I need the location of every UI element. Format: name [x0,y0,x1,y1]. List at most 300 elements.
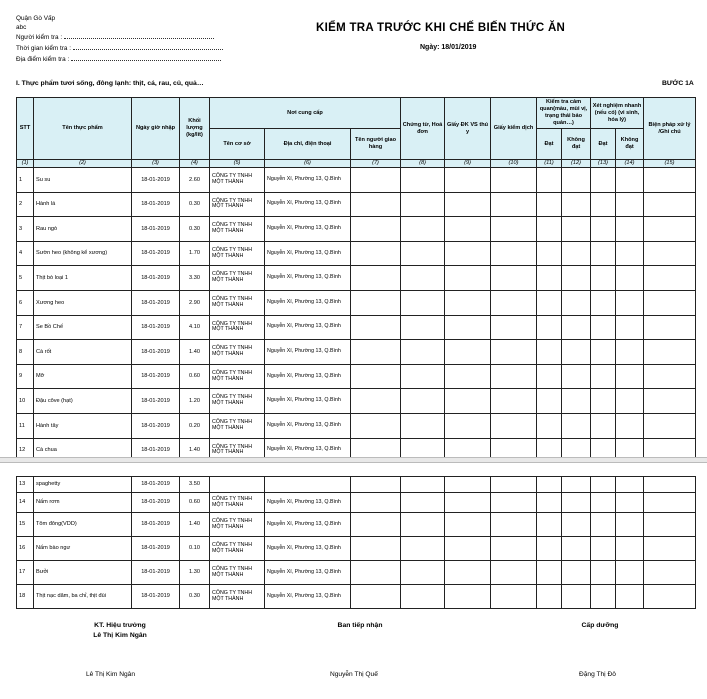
row-weight: 0.30 [180,585,210,609]
empty-cell[interactable] [351,585,401,609]
empty-cell[interactable] [562,290,591,315]
empty-cell[interactable] [351,290,401,315]
empty-cell[interactable] [445,192,491,217]
row-address [265,477,351,493]
empty-cell[interactable] [644,513,696,537]
empty-cell[interactable] [562,168,591,193]
empty-cell[interactable] [351,266,401,291]
row-stt: 5 [17,266,34,291]
column-number: (11) [537,160,562,168]
empty-cell[interactable] [537,168,562,193]
empty-cell[interactable] [401,493,445,513]
row-facility: CÔNG TY TNHH MỘT THÀNH [210,438,265,463]
empty-cell[interactable] [491,413,537,438]
empty-cell[interactable] [562,537,591,561]
empty-cell[interactable] [616,585,644,609]
empty-cell[interactable] [644,192,696,217]
column-number: (5) [210,160,265,168]
row-food-name: Nấm rơm [34,493,132,513]
empty-cell[interactable] [537,389,562,414]
empty-cell[interactable] [491,513,537,537]
row-food-name: Hành tây [34,413,132,438]
empty-cell[interactable] [491,477,537,493]
empty-cell[interactable] [616,513,644,537]
col-lab-fail: Không đạt [616,129,644,160]
empty-cell[interactable] [591,340,616,365]
empty-cell[interactable] [491,561,537,585]
row-food-name: Cà rốt [34,340,132,365]
empty-cell[interactable] [537,192,562,217]
empty-cell[interactable] [401,315,445,340]
col-facility: Tên cơ sở [210,129,265,160]
row-stt: 16 [17,537,34,561]
empty-cell[interactable] [491,493,537,513]
empty-cell[interactable] [351,217,401,242]
table-row [17,290,696,315]
row-address: Nguyễn Xí, Phường 13, Q.Bình [265,364,351,389]
empty-cell[interactable] [351,477,401,493]
empty-cell[interactable] [616,364,644,389]
empty-cell[interactable] [351,192,401,217]
empty-cell[interactable] [562,340,591,365]
row-weight: 1.40 [180,513,210,537]
row-weight: 1.40 [180,340,210,365]
empty-cell[interactable] [401,561,445,585]
step-label: BƯỚC 1A [662,80,694,87]
empty-cell[interactable] [616,266,644,291]
empty-cell[interactable] [401,513,445,537]
row-facility: CÔNG TY TNHH MỘT THÀNH [210,537,265,561]
row-date: 18-01-2019 [132,315,180,340]
empty-cell[interactable] [445,477,491,493]
empty-cell[interactable] [445,266,491,291]
empty-cell[interactable] [644,493,696,513]
sig-principal-name: Lê Thị Kim Ngân [86,671,135,678]
empty-cell[interactable] [591,537,616,561]
row-food-name: Cà chua [34,438,132,463]
empty-cell[interactable] [562,217,591,242]
row-food-name: spaghetty [34,477,132,493]
row-date: 18-01-2019 [132,241,180,266]
column-number: (9) [445,160,491,168]
row-food-name: Thịt bò loại 1 [34,266,132,291]
empty-cell[interactable] [537,217,562,242]
column-number: (1) [17,160,34,168]
empty-cell[interactable] [644,537,696,561]
empty-cell[interactable] [537,364,562,389]
empty-cell[interactable] [616,192,644,217]
empty-cell[interactable] [445,364,491,389]
row-stt: 17 [17,561,34,585]
row-facility: CÔNG TY TNHH MỘT THÀNH [210,413,265,438]
empty-cell[interactable] [562,493,591,513]
empty-cell[interactable] [644,241,696,266]
empty-cell[interactable] [401,477,445,493]
row-address: Nguyễn Xí, Phường 13, Q.Bình [265,438,351,463]
row-weight: 1.30 [180,561,210,585]
row-weight: 0.30 [180,192,210,217]
sig-principal-subtitle: Lê Thị Kim Ngân [93,632,147,639]
empty-cell[interactable] [591,585,616,609]
empty-cell[interactable] [644,290,696,315]
row-facility: CÔNG TY TNHH MỘT THÀNH [210,168,265,193]
empty-cell[interactable] [616,315,644,340]
row-food-name: Hành lá [34,192,132,217]
column-number: (15) [644,160,696,168]
empty-cell[interactable] [491,290,537,315]
row-weight: 2.60 [180,168,210,193]
row-food-name: Bưởi [34,561,132,585]
table-row [17,217,696,242]
row-date: 18-01-2019 [132,493,180,513]
row-facility: CÔNG TY TNHH MỘT THÀNH [210,513,265,537]
col-lab-group: Xét nghiệm nhanh (nếu có) (vi sinh, hóa lý) [591,98,644,129]
empty-cell[interactable] [445,493,491,513]
table-row [17,364,696,389]
row-stt: 12 [17,438,34,463]
empty-cell[interactable] [644,315,696,340]
empty-cell[interactable] [616,493,644,513]
row-stt: 11 [17,413,34,438]
empty-cell[interactable] [401,290,445,315]
row-food-name: Tôm đông(VDD) [34,513,132,537]
table-row [17,168,696,193]
empty-cell[interactable] [616,290,644,315]
empty-cell[interactable] [591,290,616,315]
row-weight: 1.40 [180,438,210,463]
empty-cell[interactable] [401,585,445,609]
empty-cell[interactable] [401,389,445,414]
col-sensory-fail: Không đạt [562,129,591,160]
row-address: Nguyễn Xí, Phường 13, Q.Bình [265,266,351,291]
empty-cell[interactable] [644,585,696,609]
row-stt: 14 [17,493,34,513]
row-date: 18-01-2019 [132,477,180,493]
col-invoice: Chứng từ, Hoá đơn [401,98,445,160]
empty-cell[interactable] [401,364,445,389]
empty-cell[interactable] [537,315,562,340]
row-address: Nguyễn Xí, Phường 13, Q.Bình [265,413,351,438]
page-title: KIỂM TRA TRƯỚC KHI CHẾ BIẾN THỨC ĂN [316,22,566,34]
empty-cell[interactable] [644,168,696,193]
empty-cell[interactable] [445,585,491,609]
empty-cell[interactable] [351,241,401,266]
empty-cell[interactable] [401,266,445,291]
empty-cell[interactable] [562,389,591,414]
empty-cell[interactable] [616,217,644,242]
table-row [17,585,696,609]
empty-cell[interactable] [491,266,537,291]
row-facility: CÔNG TY TNHH MỘT THÀNH [210,364,265,389]
empty-cell[interactable] [562,513,591,537]
empty-cell[interactable] [445,561,491,585]
page-break [0,457,707,463]
empty-cell[interactable] [537,493,562,513]
col-quarantine: Giấy kiểm dịch [491,98,537,160]
row-stt: 4 [17,241,34,266]
row-stt: 7 [17,315,34,340]
empty-cell[interactable] [591,315,616,340]
empty-cell[interactable] [591,266,616,291]
row-food-name: Nấm bào ngư [34,537,132,561]
empty-cell[interactable] [491,168,537,193]
empty-cell[interactable] [401,340,445,365]
row-stt: 10 [17,389,34,414]
empty-cell[interactable] [351,561,401,585]
empty-cell[interactable] [351,493,401,513]
row-food-name: Đậu côve (hạt) [34,389,132,414]
column-number: (4) [180,160,210,168]
row-date: 18-01-2019 [132,217,180,242]
empty-cell[interactable] [562,477,591,493]
empty-cell[interactable] [401,217,445,242]
empty-cell[interactable] [491,585,537,609]
empty-cell[interactable] [537,585,562,609]
empty-cell[interactable] [616,168,644,193]
empty-cell[interactable] [591,192,616,217]
empty-cell[interactable] [445,217,491,242]
empty-cell[interactable] [351,364,401,389]
inspector-field[interactable] [64,33,214,39]
empty-cell[interactable] [491,364,537,389]
section-heading: I. Thực phẩm tươi sống, đông lạnh: thịt, cá, rau, củ, quả… [16,80,204,87]
empty-cell[interactable] [537,477,562,493]
table-row [17,537,696,561]
empty-cell[interactable] [491,340,537,365]
row-facility: CÔNG TY TNHH MỘT THÀNH [210,217,265,242]
empty-cell[interactable] [562,585,591,609]
column-number: (14) [616,160,644,168]
row-facility: CÔNG TY TNHH MỘT THÀNH [210,389,265,414]
inspection-table-page1 [16,97,696,463]
row-date: 18-01-2019 [132,438,180,463]
empty-cell[interactable] [537,513,562,537]
column-number: (7) [351,160,401,168]
row-stt: 1 [17,168,34,193]
empty-cell[interactable] [591,241,616,266]
empty-cell[interactable] [644,389,696,414]
empty-cell[interactable] [445,413,491,438]
empty-cell[interactable] [491,537,537,561]
row-date: 18-01-2019 [132,513,180,537]
empty-cell[interactable] [351,389,401,414]
row-food-name: Rau ngò [34,217,132,242]
row-food-name: Su su [34,168,132,193]
row-address: Nguyễn Xí, Phường 13, Q.Bình [265,537,351,561]
empty-cell[interactable] [351,537,401,561]
table-row [17,389,696,414]
empty-cell[interactable] [591,413,616,438]
empty-cell[interactable] [644,340,696,365]
row-date: 18-01-2019 [132,192,180,217]
row-weight: 0.30 [180,217,210,242]
empty-cell[interactable] [644,477,696,493]
empty-cell[interactable] [445,513,491,537]
empty-cell[interactable] [616,413,644,438]
empty-cell[interactable] [644,266,696,291]
row-date: 18-01-2019 [132,389,180,414]
column-number: (12) [562,160,591,168]
row-facility: CÔNG TY TNHH MỘT THÀNH [210,290,265,315]
col-date-in: Ngày giờ nhập [132,98,180,160]
table-row [17,340,696,365]
empty-cell[interactable] [562,266,591,291]
report-date: Ngày: 18/01/2019 [420,44,477,51]
empty-cell[interactable] [644,561,696,585]
table-row [17,315,696,340]
empty-cell[interactable] [351,413,401,438]
empty-cell[interactable] [616,340,644,365]
empty-cell[interactable] [351,315,401,340]
table-row [17,266,696,291]
empty-cell[interactable] [616,389,644,414]
empty-cell[interactable] [445,340,491,365]
row-food-name: Sườn heo (không kể xương) [34,241,132,266]
empty-cell[interactable] [537,241,562,266]
row-stt: 9 [17,364,34,389]
row-weight: 0.60 [180,493,210,513]
empty-cell[interactable] [591,561,616,585]
empty-cell[interactable] [401,192,445,217]
empty-cell[interactable] [491,192,537,217]
column-number: (3) [132,160,180,168]
empty-cell[interactable] [537,537,562,561]
empty-cell[interactable] [644,364,696,389]
empty-cell[interactable] [537,266,562,291]
row-stt: 13 [17,477,34,493]
empty-cell[interactable] [591,513,616,537]
row-food-name: Xương heo [34,290,132,315]
empty-cell[interactable] [644,413,696,438]
empty-cell[interactable] [491,217,537,242]
empty-cell[interactable] [445,315,491,340]
col-deliverer: Tên người giao hàng [351,129,401,160]
row-facility: CÔNG TY TNHH MỘT THÀNH [210,340,265,365]
row-date: 18-01-2019 [132,290,180,315]
empty-cell[interactable] [491,389,537,414]
column-number: (8) [401,160,445,168]
col-address: Địa chỉ, điện thoại [265,129,351,160]
empty-cell[interactable] [537,413,562,438]
empty-cell[interactable] [445,241,491,266]
empty-cell[interactable] [537,340,562,365]
row-stt: 18 [17,585,34,609]
row-weight: 4.10 [180,315,210,340]
row-weight: 1.70 [180,241,210,266]
empty-cell[interactable] [401,537,445,561]
district: Quận Gò Vấp [16,15,56,22]
row-weight: 0.60 [180,364,210,389]
empty-cell[interactable] [616,561,644,585]
empty-cell[interactable] [445,389,491,414]
place-line [16,55,221,64]
empty-cell[interactable] [351,340,401,365]
col-remedy: Biện pháp xử lý /Ghi chú [644,98,696,160]
row-address: Nguyễn Xí, Phường 13, Q.Bình [265,315,351,340]
row-facility [210,477,265,493]
school-name: abc [16,24,27,31]
empty-cell[interactable] [445,168,491,193]
inspection-table-page2 [16,476,696,609]
empty-cell[interactable] [591,217,616,242]
empty-cell[interactable] [562,413,591,438]
empty-cell[interactable] [591,477,616,493]
empty-cell[interactable] [591,389,616,414]
empty-cell[interactable] [562,192,591,217]
column-number: (6) [265,160,351,168]
table-row [17,477,696,493]
row-stt: 3 [17,217,34,242]
empty-cell[interactable] [591,168,616,193]
empty-cell[interactable] [616,477,644,493]
row-date: 18-01-2019 [132,266,180,291]
row-facility: CÔNG TY TNHH MỘT THÀNH [210,192,265,217]
inspector-line [16,33,214,42]
empty-cell[interactable] [616,537,644,561]
empty-cell[interactable] [562,561,591,585]
table-row [17,493,696,513]
sig-cook-name: Đặng Thị Đô [579,671,616,678]
row-stt: 2 [17,192,34,217]
empty-cell[interactable] [562,315,591,340]
col-sensory-group: Kiểm tra cảm quan(màu, mùi vị, trạng thái bảo quản…) [537,98,591,129]
sig-principal-title: KT. Hiệu trưởng [94,622,146,629]
col-supplier-group: Nơi cung cấp [210,98,401,129]
empty-cell[interactable] [401,168,445,193]
empty-cell[interactable] [644,217,696,242]
empty-cell[interactable] [445,290,491,315]
row-weight: 3.50 [180,477,210,493]
table-row [17,192,696,217]
row-date: 18-01-2019 [132,561,180,585]
row-facility: CÔNG TY TNHH MỘT THÀNH [210,493,265,513]
row-date: 18-01-2019 [132,168,180,193]
row-facility: CÔNG TY TNHH MỘT THÀNH [210,561,265,585]
empty-cell[interactable] [351,168,401,193]
empty-cell[interactable] [562,241,591,266]
col-name: Tên thực phẩm [34,98,132,160]
empty-cell[interactable] [537,290,562,315]
empty-cell[interactable] [401,413,445,438]
sig-receiving-title: Ban tiếp nhận [337,622,383,629]
empty-cell[interactable] [591,493,616,513]
empty-cell[interactable] [351,513,401,537]
time-field[interactable] [73,44,223,50]
row-weight: 0.20 [180,413,210,438]
row-date: 18-01-2019 [132,413,180,438]
empty-cell[interactable] [491,241,537,266]
row-date: 18-01-2019 [132,364,180,389]
row-address: Nguyễn Xí, Phường 13, Q.Bình [265,585,351,609]
empty-cell[interactable] [591,364,616,389]
empty-cell[interactable] [401,241,445,266]
row-address: Nguyễn Xí, Phường 13, Q.Bình [265,561,351,585]
row-facility: CÔNG TY TNHH MỘT THÀNH [210,241,265,266]
column-number-row [17,160,696,168]
row-address: Nguyễn Xí, Phường 13, Q.Bình [265,168,351,193]
place-label: Địa điểm kiểm tra : [16,56,70,63]
empty-cell[interactable] [562,364,591,389]
row-weight: 2.90 [180,290,210,315]
empty-cell[interactable] [537,561,562,585]
empty-cell[interactable] [616,241,644,266]
row-food-name: Thịt nạc dăm, ba chỉ, thịt đùi [34,585,132,609]
inspector-label: Người kiểm tra : [16,34,63,41]
column-number: (10) [491,160,537,168]
empty-cell[interactable] [445,537,491,561]
empty-cell[interactable] [491,315,537,340]
place-field[interactable] [71,55,221,61]
